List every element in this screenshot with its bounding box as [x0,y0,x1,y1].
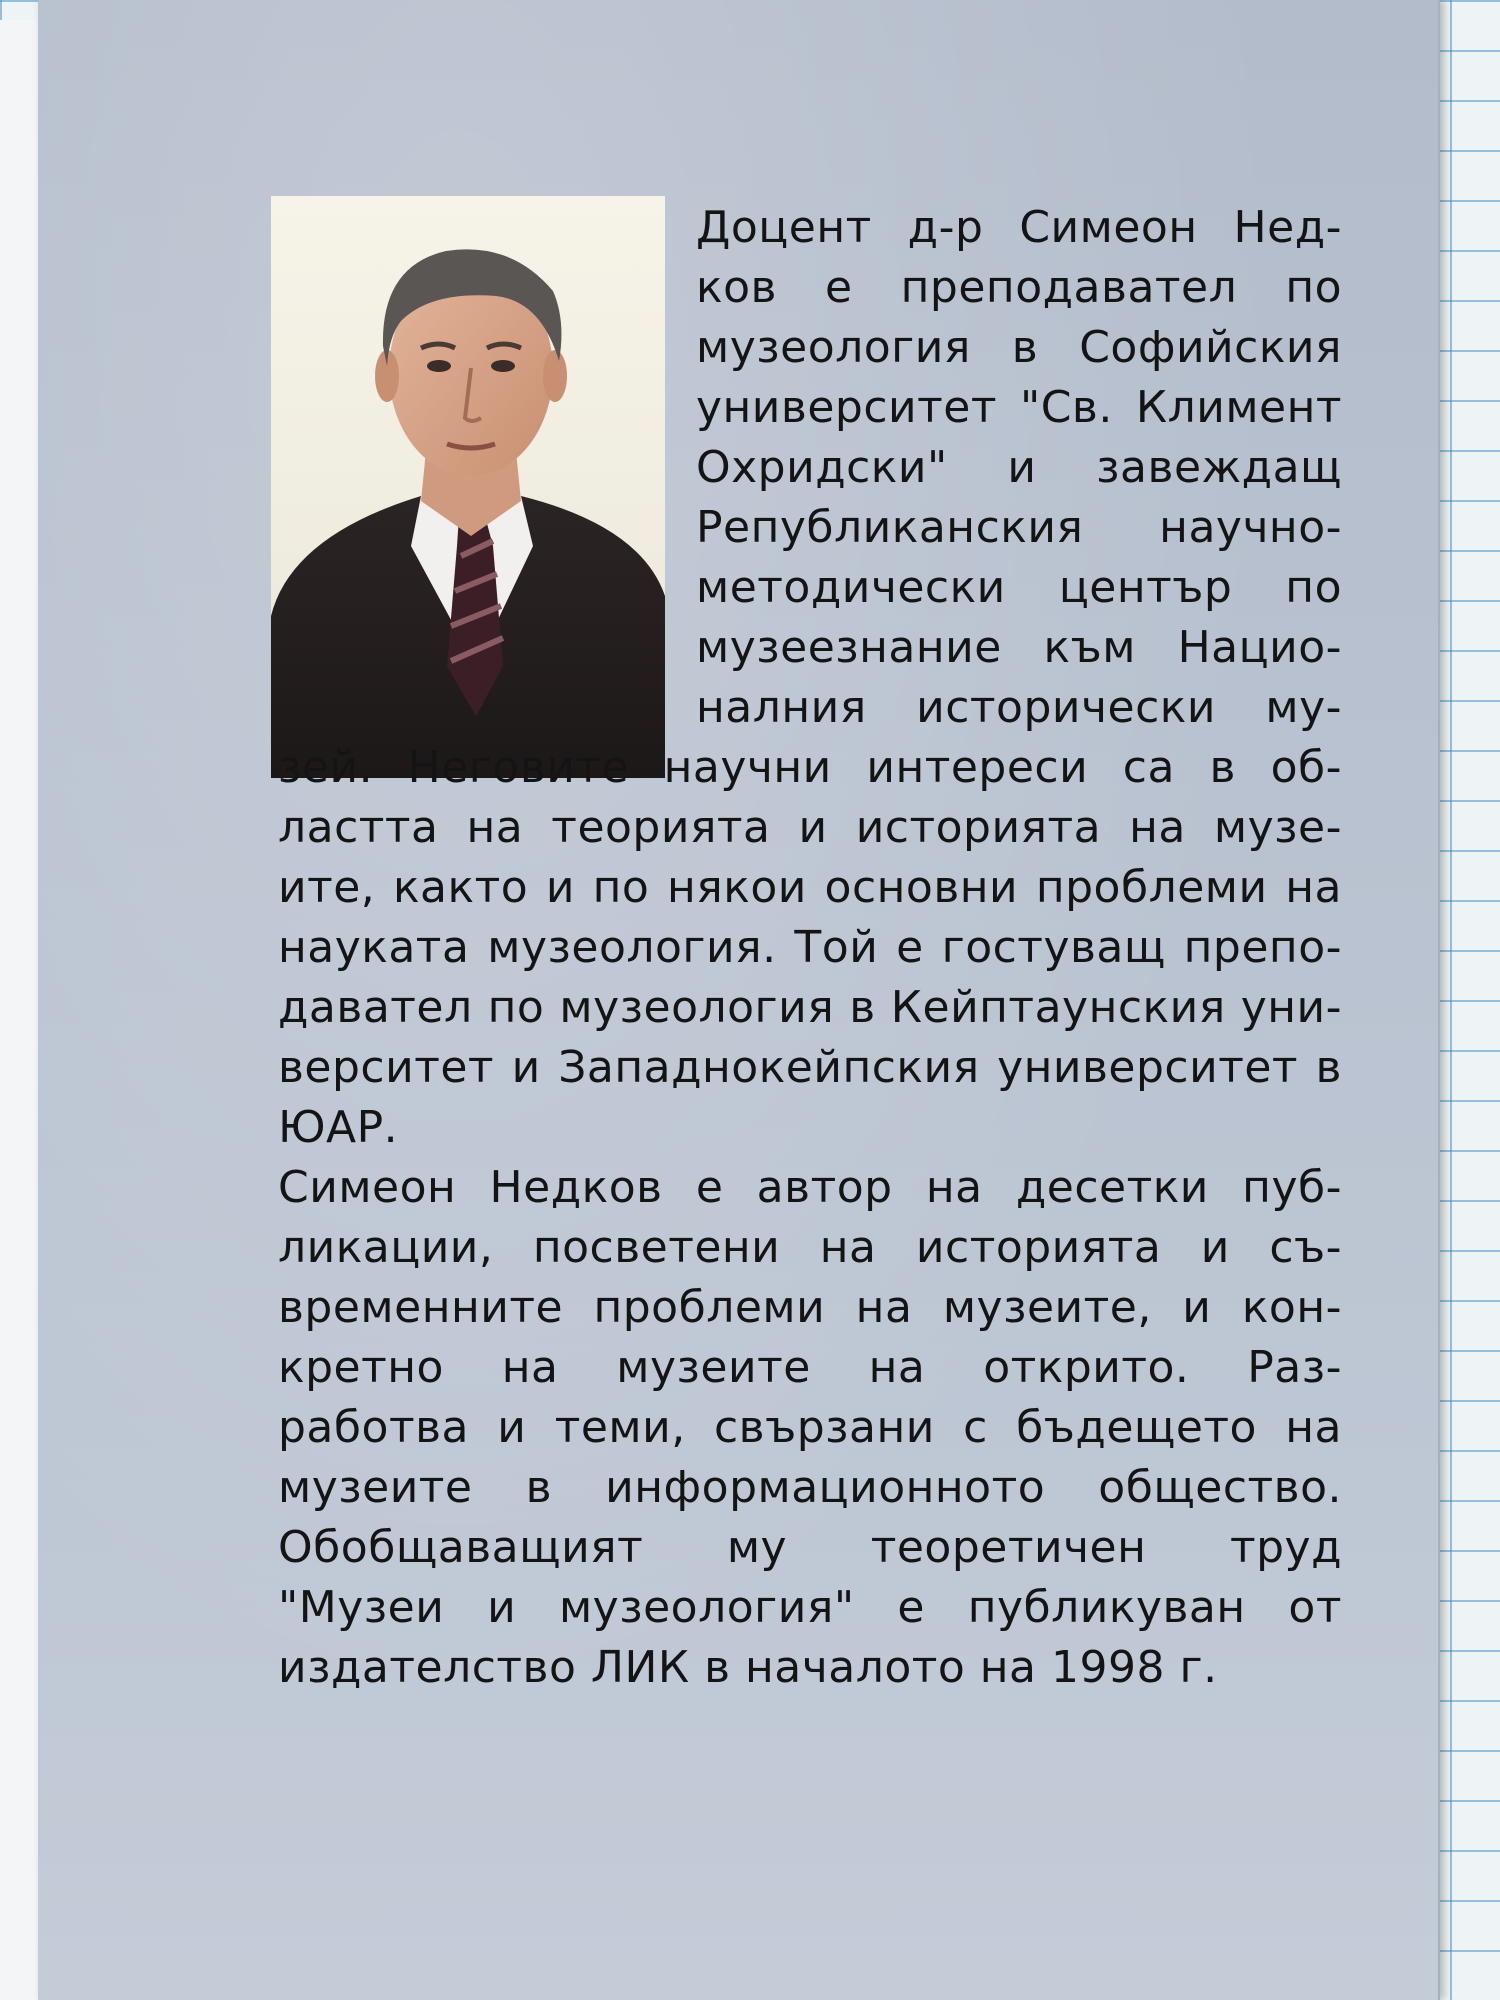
bio-line: музеезнание към Нацио- [696,622,1342,673]
bio-line: работва и теми, свързани с бъдещето на [278,1402,1342,1453]
bio-line: университет "Св. Климент [696,382,1342,433]
adjacent-sheet [0,20,43,2000]
bio-line: ластта на теорията и историята на музе- [278,802,1342,853]
bio-line: кретно на музеите на открито. Раз- [278,1342,1342,1393]
bio-line: ков е преподавател по [696,262,1342,313]
bio-line: науката музеология. Той е гостуващ препо- [278,922,1342,973]
book-back-cover [38,0,1440,2000]
bio-line: музеите в информационното общество. [278,1462,1342,1513]
bio-line: временните проблеми на музеите, и кон- [278,1282,1342,1333]
bio-line: музеология в Софийския [696,322,1342,373]
bio-line: Симеон Недков е автор на десетки пуб- [278,1162,1342,1213]
author-biography [278,198,1342,1698]
bio-line: верситет и Западнокейпския университет в [278,1042,1342,1093]
bio-line: "Музеи и музеология" е публикуван от [278,1582,1342,1633]
bio-line: Обобщаващият му теоретичен труд [278,1522,1342,1573]
bio-line: Охридски" и завеждащ [696,442,1342,493]
bio-line: Републиканския научно- [696,502,1342,553]
bio-line: издателство ЛИК в началото на 1998 г. [278,1642,1218,1693]
bio-line: Доцент д-р Симеон Нед- [696,202,1342,253]
bio-line: давател по музеология в Кейптаунския уни- [278,982,1342,1033]
bio-line: ите, както и по някои основни проблеми на [278,862,1342,913]
bio-line: зей. Неговите научни интереси са в об- [278,742,1342,793]
bio-line: налния исторически му- [696,682,1342,733]
bio-line: ликации, посветени на историята и съ- [278,1222,1342,1273]
bio-line: методически център по [696,562,1342,613]
bio-line: ЮАР. [278,1102,399,1153]
